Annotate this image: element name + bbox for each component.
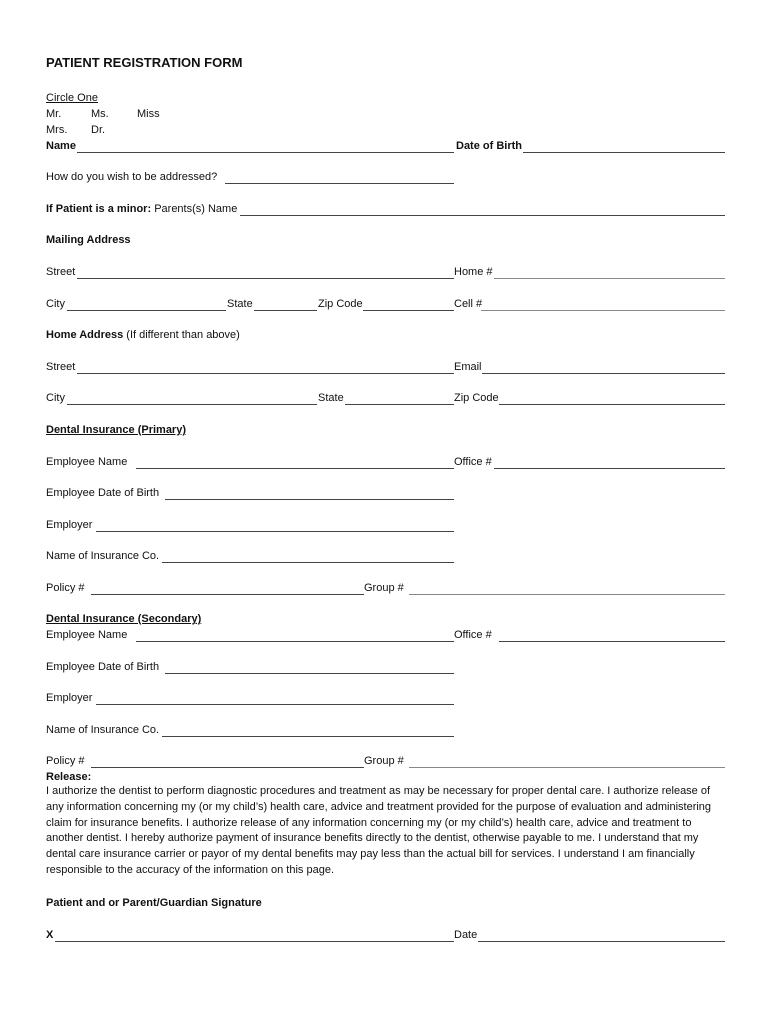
- home-phone-label: Home #: [454, 266, 493, 278]
- mailing-street-label: Street: [46, 266, 76, 278]
- home-state-label: State: [318, 392, 344, 404]
- mailing-street-field[interactable]: [77, 278, 454, 279]
- secondary-insurance-co-field[interactable]: [162, 736, 454, 737]
- primary-office-field[interactable]: [494, 468, 725, 469]
- home-phone-field[interactable]: [494, 278, 725, 279]
- home-city-field[interactable]: [67, 404, 317, 405]
- signature-heading: Patient and or Parent/Guardian Signature: [46, 897, 262, 909]
- primary-employee-name-label: Employee Name: [46, 456, 128, 468]
- secondary-employee-dob-label: Employee Date of Birth: [46, 661, 160, 673]
- primary-employer-field[interactable]: [96, 531, 454, 532]
- signature-date-field[interactable]: [478, 941, 725, 942]
- mailing-zip-field[interactable]: [363, 310, 454, 311]
- secondary-employee-name-field[interactable]: [136, 641, 454, 642]
- salutation-mr[interactable]: Mr.: [46, 108, 62, 120]
- release-text: I authorize the dentist to perform diagnostic procedures and treatment as may be necessary for proper dental care. I authorize release of any information concerning my (or my child’s) health care, advice and treatment provided for the purpose of evaluation and administering claim for insurance benefits. I authorize release of any information concerning my (or my child’s) health care, advice and treatment to another dentist. I hereby authorize payment of insurance benefits directly to the dentist, otherwise payable to me. I understand that my dental care insurance carrier or payor of my dental benefits may pay less than the actual bill for services. I understand I am financially responsible to the accuracy of the information on this page.: [46, 785, 712, 876]
- mailing-heading: Mailing Address: [46, 234, 131, 246]
- home-street-field[interactable]: [77, 373, 454, 374]
- cell-phone-label: Cell #: [454, 298, 483, 310]
- secondary-insurance-co-label: Name of Insurance Co.: [46, 724, 160, 736]
- signature-x-label: X: [46, 929, 54, 941]
- primary-employee-dob-field[interactable]: [165, 499, 454, 500]
- salutation-dr[interactable]: Dr.: [91, 124, 106, 136]
- cell-phone-field[interactable]: [481, 310, 725, 311]
- primary-insurance-heading: Dental Insurance (Primary): [46, 424, 186, 436]
- release-heading: Release:: [46, 771, 92, 783]
- salutation-miss[interactable]: Miss: [137, 108, 160, 120]
- primary-group-field[interactable]: [409, 594, 725, 595]
- signature-date-label: Date: [454, 929, 478, 941]
- dob-label: Date of Birth: [456, 140, 522, 152]
- addressed-field[interactable]: [225, 183, 454, 184]
- home-zip-field[interactable]: [499, 404, 725, 405]
- primary-employee-dob-label: Employee Date of Birth: [46, 487, 160, 499]
- secondary-employee-name-label: Employee Name: [46, 629, 128, 641]
- primary-insurance-co-label: Name of Insurance Co.: [46, 550, 160, 562]
- minor-label-rest: Parents(s) Name: [151, 203, 238, 215]
- secondary-employee-dob-field[interactable]: [165, 673, 454, 674]
- email-label: Email: [454, 361, 482, 373]
- minor-label: [46, 202, 237, 216]
- name-field[interactable]: [77, 152, 454, 153]
- secondary-policy-label: Policy #: [46, 755, 85, 767]
- secondary-policy-field[interactable]: [91, 767, 364, 768]
- primary-office-label: Office #: [454, 456, 492, 468]
- home-address-heading: [46, 328, 240, 342]
- home-address-heading-bold: Home Address: [46, 329, 124, 341]
- home-zip-label: Zip Code: [454, 392, 499, 404]
- home-address-heading-rest: (If different than above): [123, 329, 240, 341]
- secondary-employer-field[interactable]: [96, 704, 454, 705]
- secondary-office-label: Office #: [454, 629, 492, 641]
- primary-group-label: Group #: [364, 582, 404, 594]
- mailing-state-field[interactable]: [254, 310, 317, 311]
- secondary-office-field[interactable]: [499, 641, 725, 642]
- salutation-mrs[interactable]: Mrs.: [46, 124, 68, 136]
- addressed-label: How do you wish to be addressed?: [46, 171, 218, 183]
- secondary-insurance-heading: Dental Insurance (Secondary): [46, 613, 202, 625]
- mailing-city-field[interactable]: [67, 310, 226, 311]
- salutation-ms[interactable]: Ms.: [91, 108, 109, 120]
- home-city-label: City: [46, 392, 65, 404]
- circle-one-heading: Circle One: [46, 92, 98, 104]
- secondary-group-label: Group #: [364, 755, 404, 767]
- mailing-state-label: State: [227, 298, 253, 310]
- signature-field[interactable]: [55, 941, 454, 942]
- primary-insurance-co-field[interactable]: [162, 562, 454, 563]
- minor-label-bold: If Patient is a minor:: [46, 203, 152, 215]
- home-street-label: Street: [46, 361, 76, 373]
- page-title: PATIENT REGISTRATION FORM: [46, 55, 243, 70]
- dob-field[interactable]: [523, 152, 725, 153]
- primary-policy-field[interactable]: [91, 594, 364, 595]
- secondary-employer-label: Employer: [46, 692, 93, 704]
- name-label: Name: [46, 140, 76, 152]
- secondary-group-field[interactable]: [409, 767, 725, 768]
- mailing-zip-label: Zip Code: [318, 298, 363, 310]
- mailing-city-label: City: [46, 298, 65, 310]
- primary-employee-name-field[interactable]: [136, 468, 454, 469]
- home-state-field[interactable]: [345, 404, 454, 405]
- primary-policy-label: Policy #: [46, 582, 85, 594]
- primary-employer-label: Employer: [46, 519, 93, 531]
- parent-name-field[interactable]: [240, 215, 725, 216]
- email-field[interactable]: [482, 373, 725, 374]
